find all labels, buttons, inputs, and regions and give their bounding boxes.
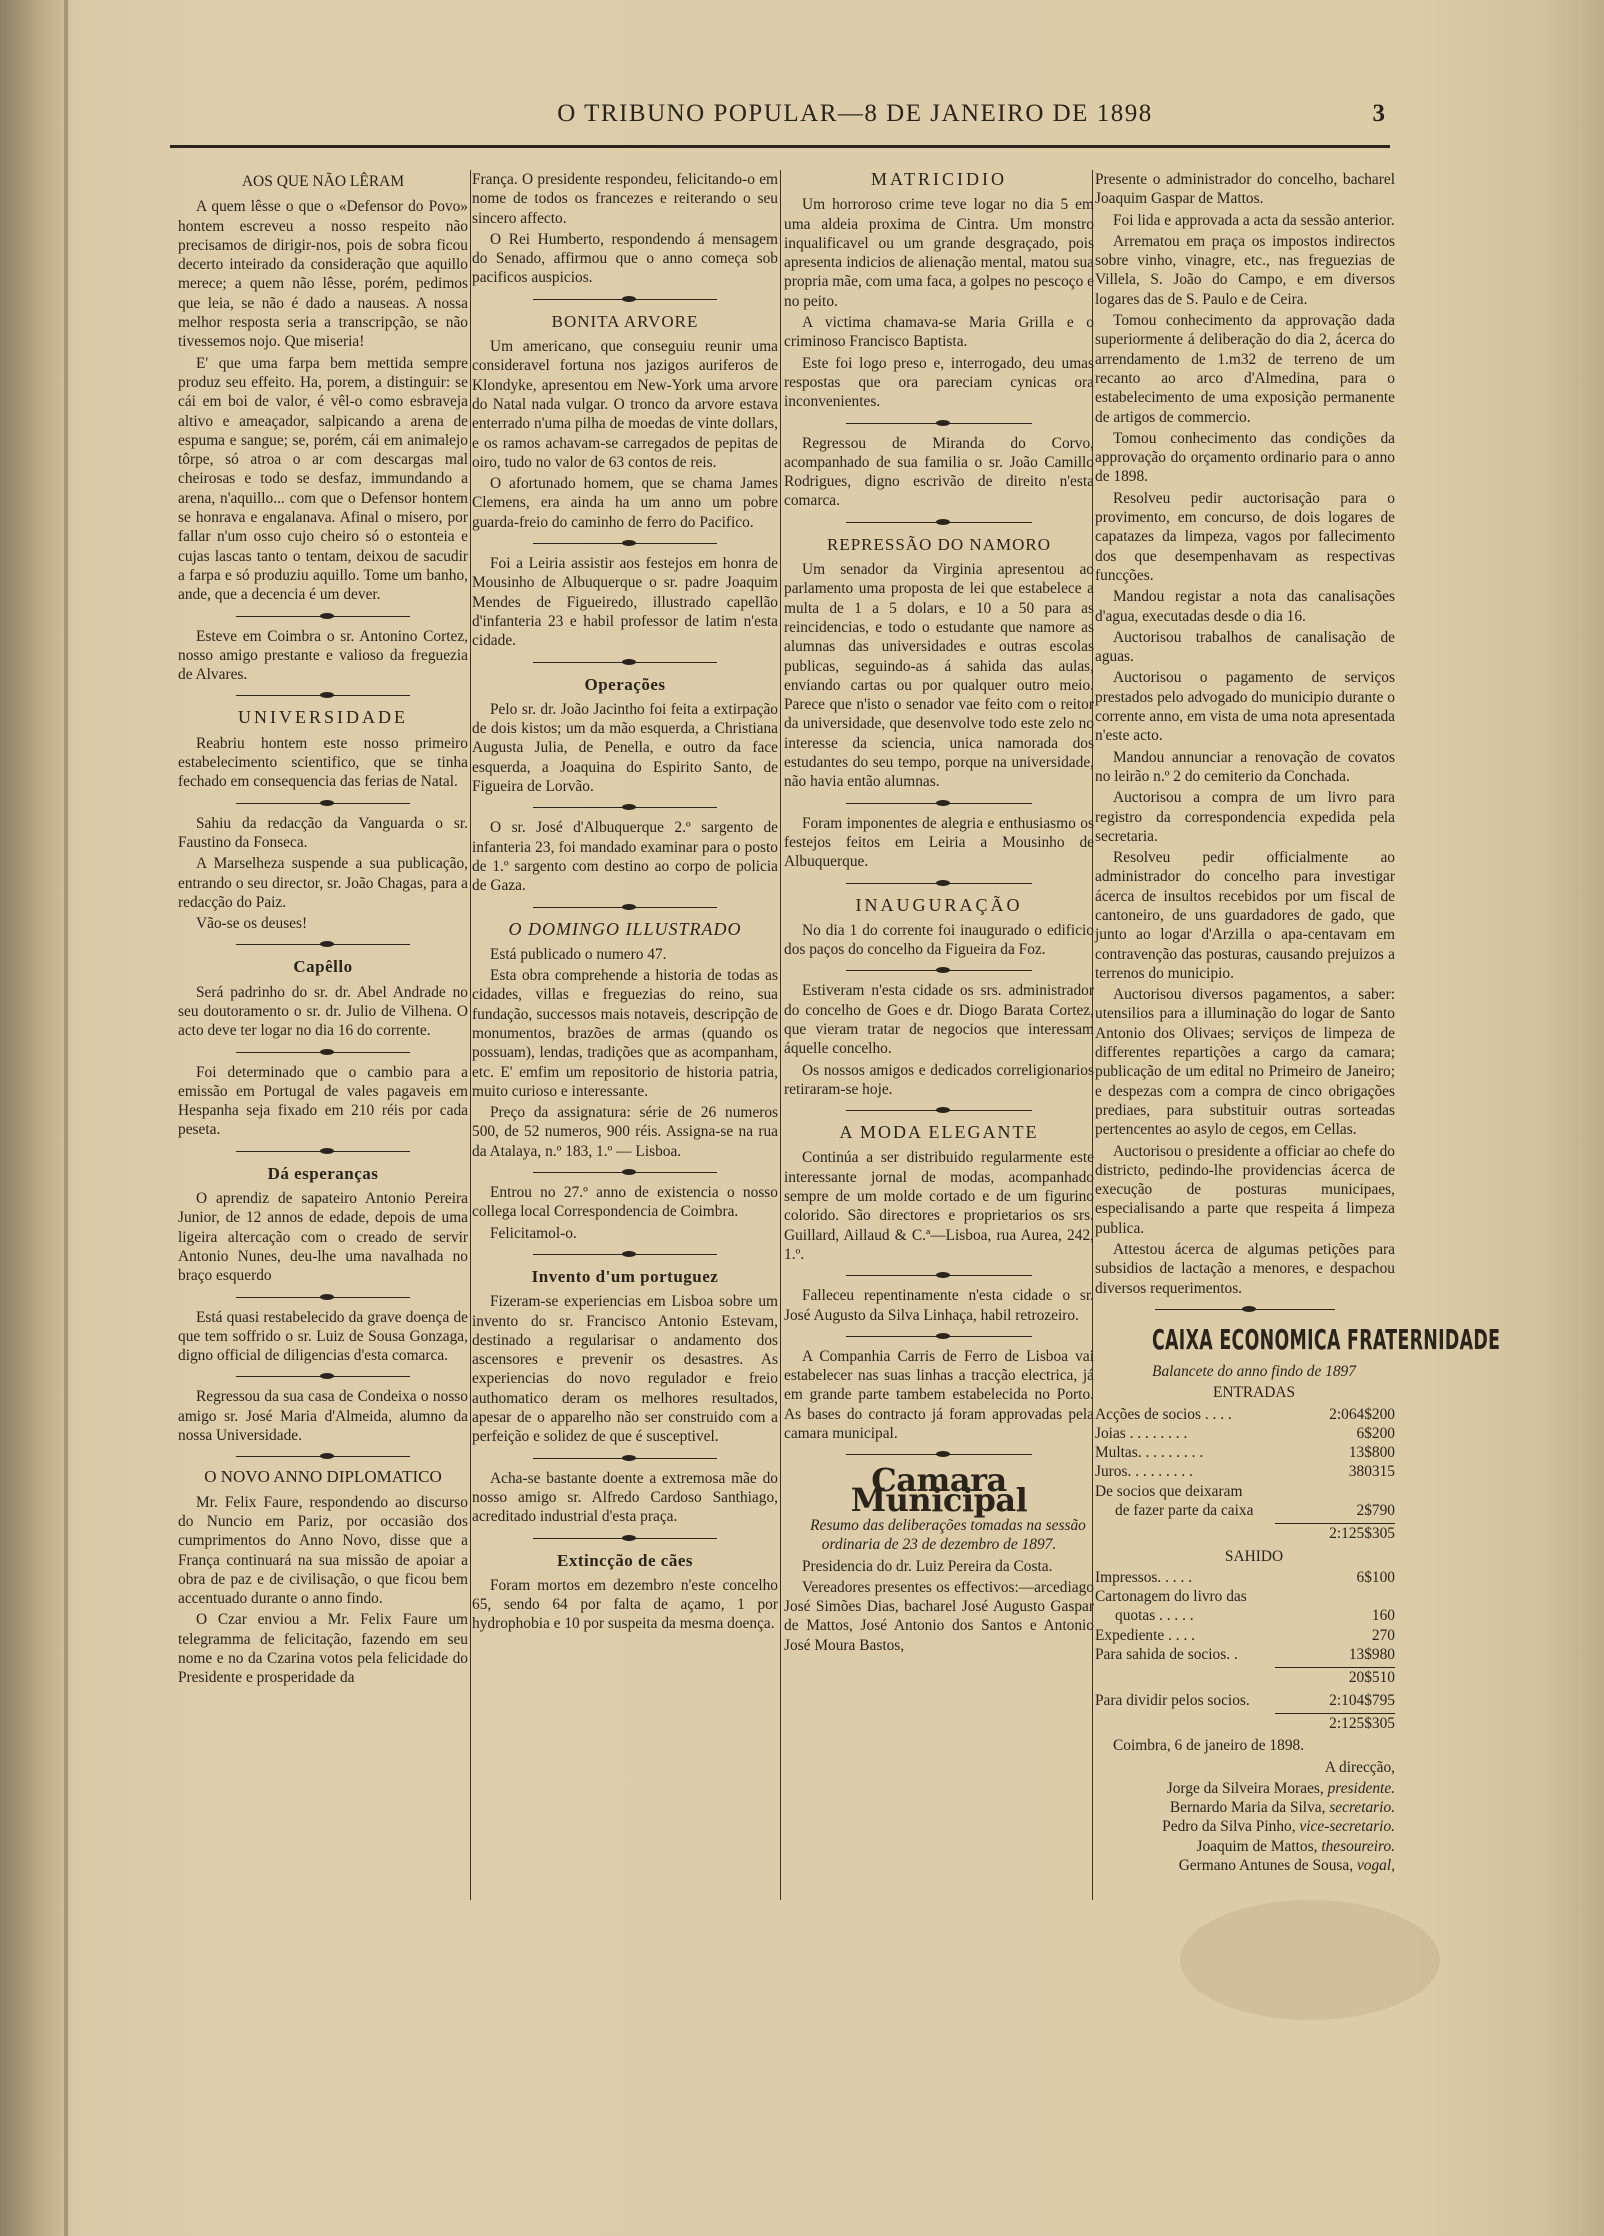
- article-heading: Extincção de cães: [557, 1550, 693, 1570]
- paragraph: Acha-se bastante doente a extremosa mãe do nosso amigo sr. Alfredo Cardoso Santhiago, acreditado industrial d'esta praça.: [472, 1469, 778, 1526]
- balance-subtitle: Balancete do anno findo de 1897: [1152, 1362, 1356, 1380]
- paragraph: A quem lêsse o que o «Defensor do Povo» hontem escreveu a nosso respeito não precisamos de dirigir-nos, pois de sobra ficou decerto inteirado da consideração que aquillo merece; a quem não lêsse, porém, pedimos que leia, se não é dado a nauseas. A nossa melhor resposta seria a transcripção, se não tivessemos nojo. Que miseria!: [178, 198, 468, 351]
- paragraph: Foram mortos em dezembro n'este concelho 65, sendo 64 por falta de açamo, 1 por hydrophobia e 10 por suspeita da mesma doença.: [472, 1576, 778, 1633]
- balance-row: Para sahida de socios. . 13$980: [1095, 1646, 1395, 1664]
- sahido-list: [1095, 1568, 1395, 1664]
- balance-section-label: SAHIDO: [1224, 1547, 1284, 1565]
- separator: [472, 1165, 778, 1179]
- article-heading: CAIXA ECONOMICA FRATERNIDADE: [1152, 1322, 1501, 1356]
- paragraph: Tomou conhecimento das condições da approvação do orçamento ordinario para o anno de 1898.: [1095, 429, 1395, 486]
- paragraph: Arrematou em praça os impostos indirectos sobre vinho, vinagre, etc., nas freguezias de Villela, S. João do Campo, e em diversos logares das de S. Paulo e de Ceira.: [1095, 232, 1395, 308]
- article-heading: A MODA ELEGANTE: [839, 1122, 1039, 1143]
- separator: [784, 963, 1094, 977]
- signatory: Jorge da Silveira Moraes, presidente.: [1166, 1779, 1395, 1797]
- separator: [178, 1449, 468, 1463]
- paragraph: Foram imponentes de alegria e enthusiasmo os festejos feitos em Leiria a Mousinho de Albuquerque.: [784, 814, 1094, 871]
- article-heading: O NOVO ANNO DIPLOMATICO: [204, 1467, 442, 1487]
- paragraph: Foi determinado que o cambio para a emissão em Portugal de vales pagaveis em Hespanha seja fixado em 210 réis por cada peseta.: [178, 1063, 468, 1139]
- paragraph: Auctorisou diversos pagamentos, a saber: utensilios para a illuminação do logar de Santo Antonio dos Olivaes; serviços de limpeza de differentes repartições a cargo da camara; publicação de um edital no Primeiro de Janeiro; e despezas com a compra de cinco obrigações prediaes, para substituir outras sorteadas pertencentes ao asylo de cegos, em Cellas.: [1095, 986, 1395, 1139]
- direction-label: A direcção,: [1324, 1758, 1395, 1776]
- signatory: Pedro da Silva Pinho, vice-secretario.: [1162, 1818, 1395, 1836]
- article-heading: UNIVERSIDADE: [238, 707, 408, 728]
- paragraph: Auctorisou a compra de um livro para registro da correspondencia expedida pela secretaria.: [1095, 789, 1395, 845]
- separator: [178, 796, 468, 810]
- separator: [784, 515, 1094, 529]
- separator: [178, 1290, 468, 1304]
- paragraph: A victima chamava-se Maria Grilla e o criminoso Francisco Baptista.: [784, 314, 1094, 351]
- balance-row: Juros. . . . . . . . . 380315: [1095, 1463, 1395, 1481]
- paragraph: Foi lida e approvada a acta da sessão anterior.: [1113, 211, 1395, 229]
- signatory: Joaquim de Mattos, thesoureiro.: [1196, 1837, 1395, 1855]
- paragraph: Está publicado o numero 47.: [490, 945, 667, 963]
- paragraph: O aprendiz de sapateiro Antonio Pereira Junior, de 12 annos de edade, depois de uma ligeira altercação com o creado de servir Antonio Nunes, deu-lhe uma navalhada no braço esquerdo: [178, 1190, 468, 1285]
- article-heading: O DOMINGO ILLUSTRADO: [508, 918, 742, 939]
- balance-row: quotas . . . . . 160: [1115, 1607, 1395, 1625]
- paragraph: Tomou conhecimento da approvação dada superiormente á deliberação do dia 2, ácerca do arrendamento de 1.m32 de terreno de um recanto ao arco d'Almedina, para o estabelecimento de uma exposição permanente de artigos de commercio.: [1095, 312, 1395, 426]
- balance-row: Acções de socios . . . . 2:064$200: [1095, 1405, 1395, 1423]
- paragraph: Esta obra comprehende a historia de todas as cidades, villas e freguezias do reino, sua fundação, successos mais notaveis, descripção de monumentos, brazões de armas (quando os possuam), lendas, tradições que as acompanham, etc. E' emfim um repositorio de historia patria, muito curioso e interessante.: [472, 967, 778, 1100]
- paragraph: Pelo sr. dr. João Jacintho foi feita a extirpação de dois kistos; um da mão esquerda, a Christiana Augusta Julia, de Penella, e outro da face esquerda, a Joaquina do Espirito Santo, de Figueira de Lorvão.: [472, 700, 778, 796]
- column-2: [472, 170, 778, 1636]
- separator: [472, 800, 778, 814]
- column-1: [178, 170, 468, 1690]
- column-rule: [780, 170, 781, 1900]
- paragraph: E' que uma farpa bem mettida sempre produz seu effeito. Ha, porem, a distinguir: se cái em boi de valor, é vêl-o como esbraveja altivo e ameaçador, salpicando a arena de espuma e sangue; se, porém, cái em animalejo tôrpe, só atroa o ar com descargas mal cheirosas e todo se desfaz, immundando a arena, n'aquillo... com que o Defensor hontem se honrava e engalanava. Afinal o misero, por fallar n'um osso cujo cheiro só o estonteia e cujas lascas tanto o tentam, deixou de sacudir a farpa e só produziu aquillo. Tome um banho, ande, que a decencia é um dever.: [178, 354, 468, 604]
- paragraph: A Marselheza suspende a sua publicação, entrando o seu director, sr. João Chagas, para a redacção do Paiz.: [178, 855, 468, 911]
- column-rule: [470, 170, 471, 1900]
- balance-row: Joias . . . . . . . . 6$200: [1095, 1424, 1395, 1442]
- separator: [472, 1451, 778, 1465]
- paragraph: Felicitamol-o.: [490, 1224, 577, 1242]
- page-binding: [0, 0, 70, 2236]
- paragraph: Está quasi restabelecido da grave doença de que tem soffrido o sr. Luiz de Sousa Gonzaga, digno official de diligencias d'esta comarca.: [178, 1308, 468, 1365]
- paragraph: O afortunado homem, que se chama James Clemens, era ainda ha um anno um pobre guarda-freio do caminho de ferro do Pacifico.: [472, 475, 778, 531]
- article-heading: Dá esperanças: [267, 1163, 379, 1183]
- balance-total: 2:125$305: [1275, 1523, 1395, 1543]
- signatory: Bernardo Maria da Silva, secretario.: [1169, 1799, 1395, 1817]
- separator: [784, 1268, 1094, 1282]
- paragraph: Um senador da Virginia apresentou ao parlamento uma proposta de lei que estabelece a multa de 1 a 5 dolars, e 10 a 50 para as reincidencias, e todo o estudante que namore as alumnas das universidades e outras escolas publicas, seguindo-as á sahida das aulas, enviando cartas ou por qualquer outro meio. Parece que n'isto o senador vae feito com o reitor da universidade, que desenvolve todo este zelo no interesse da sciencia, unica namorada dos estudantes do seu tempo, porque na universidade, não havia então alumnas.: [784, 561, 1094, 791]
- paragraph: Falleceu repentinamente n'esta cidade o sr. José Augusto da Silva Linhaça, habil retrozeiro.: [784, 1287, 1094, 1324]
- paragraph: Um americano, que conseguiu reunir uma consideravel fortuna nos jazigos auriferos de Klondyke, apresentou em New-York uma arvore do Natal nada vulgar. O tronco da arvore estava enterrado n'uma pilha de moedas de vinte dollars, e os ramos achavam-se carregados de pepitas de oiro, tudo no valor de 63 contos de reis.: [472, 338, 778, 471]
- article-heading: BONITA ARVORE: [551, 311, 699, 331]
- paragraph: Presente o administrador do concelho, bacharel Joaquim Gaspar de Mattos.: [1095, 171, 1395, 208]
- balance-row: Expediente . . . . 270: [1095, 1626, 1395, 1644]
- paragraph: Auctorisou trabalhos de canalisação de aguas.: [1095, 628, 1395, 666]
- paragraph: Será padrinho do sr. dr. Abel Andrade no seu doutoramento o sr. dr. Julio de Vilhena. O acto deve ter logar no dia 16 do corrente.: [178, 983, 468, 1040]
- paragraph: Regressou da sua casa de Condeixa o nosso amigo sr. José Maria d'Almeida, alumno da nossa Universidade.: [178, 1388, 468, 1445]
- balance-row: Cartonagem do livro das: [1095, 1588, 1247, 1606]
- header-rule: [170, 145, 1390, 148]
- separator: [472, 536, 778, 550]
- balance-total: 2:125$305: [1275, 1713, 1395, 1733]
- separator: [472, 1531, 778, 1545]
- article-heading: MATRICIDIO: [871, 169, 1007, 189]
- column-3: [784, 170, 1094, 1657]
- separator: [784, 876, 1094, 890]
- paragraph: Os nossos amigos e dedicados correligionarios retiraram-se hoje.: [784, 1061, 1094, 1098]
- paragraph: Auctorisou o presidente a officiar ao chefe do districto, pedindo-lhe providencias ácerca de execução de posturas municipaes, especialisando a parte que respeita á limpeza publica.: [1095, 1142, 1395, 1237]
- article-heading: Camara Municipal: [850, 1461, 1028, 1519]
- paragraph: Mr. Felix Faure, respondendo ao discurso do Nuncio em Pariz, por occasião dos cumprimentos do Anno Novo, disse que a França continuará na sua missão de apoiar a obra de paz e de civilisação, o que ficou bem accentuado durante o anno findo.: [178, 1493, 468, 1608]
- separator: [178, 937, 468, 951]
- paragraph: Mandou registar a nota das canalisações d'agua, executadas desde o dia 16.: [1095, 588, 1395, 625]
- paragraph: O Czar enviou a Mr. Felix Faure um telegramma de felicitação, fazendo em seu nome e no da Czarina votos pela felicidade do Presidente e prosperidade da: [178, 1611, 468, 1687]
- article-heading: AOS QUE NÃO LÊRAM: [241, 173, 405, 190]
- newspaper-title: O TRIBUNO POPULAR—8 DE JANEIRO DE 1898: [557, 100, 1153, 127]
- column-4: [1095, 170, 1501, 1875]
- separator: [178, 609, 468, 623]
- paragraph: O sr. José d'Albuquerque 2.º sargento de infanteria 23, foi mandado examinar para o posto de 1.º sargento com destino ao corpo de policia de Gaza.: [472, 819, 778, 895]
- paragraph: A Companhia Carris de Ferro de Lisboa vai estabelecer nas suas linhas a tracção electrica, já em grande parte tambem estabelecida no Porto. As bases do contracto já foram approvadas pela camara municipal.: [784, 1347, 1094, 1443]
- paragraph: No dia 1 do corrente foi inaugurado o edificio dos paços do concelho da Figueira da Foz.: [784, 921, 1094, 959]
- paragraph: Reabriu hontem este nosso primeiro estabelecimento scientifico, que se tinha fechado em consequencia das ferias de Natal.: [178, 734, 468, 791]
- balance-section-label: ENTRADAS: [1212, 1384, 1296, 1402]
- page-fold: [64, 0, 68, 2236]
- separator: [178, 688, 468, 702]
- separator: [784, 796, 1094, 810]
- paragraph: Este foi logo preso e, interrogado, deu umas respostas que ora pareciam cynicas ora inconvenientes.: [784, 354, 1094, 411]
- separator: [784, 416, 1094, 430]
- signatory: Germano Antunes de Sousa, vogal,: [1178, 1857, 1395, 1875]
- separator: [784, 1447, 1094, 1461]
- paragraph: Presidencia do dr. Luiz Pereira da Costa.: [802, 1557, 1053, 1575]
- article-heading: INAUGURAÇÃO: [855, 894, 1023, 915]
- separator: [1095, 1302, 1395, 1316]
- paragraph: Attestou ácerca de algumas petições para subsidios de lactação a menores, e despachou diversos requerimentos.: [1095, 1241, 1395, 1297]
- paragraph: Continúa a ser distribuido regularmente este interessante jornal de modas, acompanhado sempre de um molde cortado e de um figurino colorido. São directores e proprietarios os srs. Guillard, Aillaud & C.ª—Lisboa, rua Aurea, 242, 1.º.: [784, 1149, 1094, 1263]
- balance-row: Para dividir pelos socios. 2:104$795: [1095, 1691, 1395, 1709]
- separator: [472, 655, 778, 669]
- separator: [178, 1144, 468, 1158]
- running-head: [170, 100, 1385, 140]
- separator: [784, 1329, 1094, 1343]
- paragraph: Resolveu pedir auctorisação para o provimento, em concurso, de dois logares de capatazes da limpeza, vagos por fallecimento dos que desempenhavam as respectivas funcções.: [1095, 489, 1395, 584]
- separator: [784, 1103, 1094, 1117]
- balance-subtotal: 20$510: [1275, 1667, 1395, 1687]
- paragraph: Vereadores presentes os effectivos:—arcediago José Simões Dias, bacharel José Augusto Gaspar de Mattos, José Antonio dos Santos e Antonio José Moura Bastos,: [784, 1578, 1094, 1654]
- paragraph: Fizeram-se experiencias em Lisboa sobre um invento do sr. Francisco Antonio Estevam, destinado a regularisar o andamento dos ascensores e prevenir os desastres. As experiencias do novo regulador e freio authomatico deram os melhores resultados, apesar de o apparelho não ser construido com a perfeição e solidez de que é susceptivel.: [472, 1293, 778, 1446]
- paper-stain: [1180, 1900, 1440, 2020]
- article-heading: Capêllo: [293, 957, 353, 977]
- paragraph: Regressou de Miranda do Corvo, acompanhado de sua familia o sr. João Camillo Rodrigues, digno escrivão de direito n'esta comarca.: [784, 434, 1094, 510]
- paragraph: Esteve em Coimbra o sr. Antonino Cortez, nosso amigo prestante e valioso da freguezia de Alvares.: [178, 627, 468, 684]
- article-heading: Invento d'um portuguez: [531, 1266, 719, 1286]
- paragraph: Resolveu pedir officialmente ao administrador do concelho para investigar ácerca de insultos recebidos por um fiscal de cantoneiro, de uns guardadores de gado, que junto ao logar d'Arzilla o apa-centavam em contravenção das posturas, causando prejuizos a terrenos do municipio.: [1095, 849, 1395, 982]
- balance-row: de fazer parte da caixa 2$790: [1115, 1502, 1395, 1519]
- paragraph: Auctorisou o pagamento de serviços prestados pelo advogado do municipio durante o corrente anno, em vista de uma nota apresentada n'este acto.: [1095, 669, 1395, 745]
- balance-date: Coimbra, 6 de janeiro de 1898.: [1113, 1737, 1305, 1755]
- separator: [472, 292, 778, 306]
- page-number: 3: [1372, 100, 1385, 127]
- separator: [178, 1369, 468, 1383]
- article-heading: REPRESSÃO DO NAMORO: [827, 534, 1051, 554]
- entradas-list: [1095, 1405, 1395, 1521]
- balance-row: Multas. . . . . . . . . 13$800: [1095, 1444, 1395, 1462]
- paragraph: Um horroroso crime teve logar no dia 5 em uma aldeia proxima de Cintra. Um monstro inqualificavel ou um grande desgraçado, pois apresenta indicios de alienação mental, matou sua propria mãe, com uma faca, a golpes no pescoço e no peito.: [784, 196, 1094, 310]
- paragraph: Preço da assignatura: série de 26 numeros 500, de 52 numeros, 900 réis. Assigna-se na rua da Atalaya, n.º 183, 1.º — Lisboa.: [472, 1104, 778, 1160]
- separator: [472, 1247, 778, 1261]
- separator: [178, 1045, 468, 1059]
- paragraph: Mandou annunciar a renovação de covatos no leirão n.º 2 do cemiterio da Conchada.: [1095, 748, 1395, 785]
- paragraph: O Rei Humberto, respondendo á mensagem do Senado, affirmou que o anno começa sob pacificos auspicios.: [472, 230, 778, 287]
- article-subtitle: Resumo das deliberações tomadas na sessão ordinaria de 23 de dezembro de 1897.: [810, 1516, 1086, 1554]
- separator: [472, 900, 778, 914]
- paragraph: Estiveram n'esta cidade os srs. administrador do concelho de Goes e dr. Diogo Barata Cortez, que vieram tratar de negocios que interessam áquelle concelho.: [784, 982, 1094, 1058]
- paragraph: Sahiu da redacção da Vanguarda o sr. Faustino da Fonseca.: [178, 814, 468, 851]
- paragraph: Vão-se os deuses!: [196, 915, 308, 933]
- article-heading: Operações: [584, 674, 666, 694]
- paragraph: Entrou no 27.º anno de existencia o nosso collega local Correspondencia de Coimbra.: [472, 1184, 778, 1221]
- balance-row: Impressos. . . . . 6$100: [1095, 1568, 1395, 1586]
- paragraph: França. O presidente respondeu, felicitando-o em nome de todos os francezes e reiterando o seu sincero affecto.: [472, 171, 778, 227]
- balance-row: De socios que deixaram: [1095, 1482, 1243, 1500]
- paragraph: Foi a Leiria assistir aos festejos em honra de Mousinho de Albuquerque o sr. padre Joaquim Mendes de Figueiredo, illustrado capellão d'infanteria 23 e habil professor de latim n'esta cidade.: [472, 555, 778, 650]
